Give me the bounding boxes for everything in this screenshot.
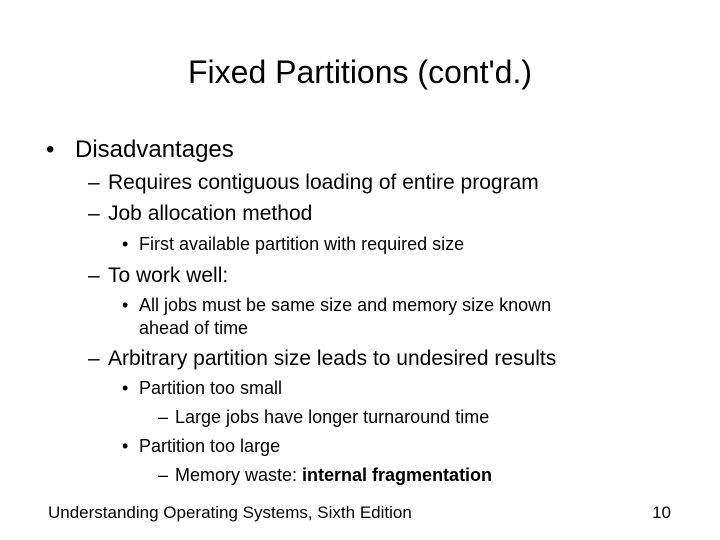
bullet-all-jobs: • [122,295,129,315]
page-number: 10 [652,503,671,522]
item-memory-waste [175,465,492,486]
dash-memory-waste: – [158,465,169,485]
bullet-first-available: • [122,234,129,254]
dash-large-jobs: – [158,407,169,427]
item-all-jobs-line2: ahead of time [139,318,249,338]
item-to-work-well: To work well: [108,264,229,287]
item-too-large: Partition too large [139,436,281,456]
bullet-disadvantages: • [46,136,55,163]
item-disadvantages: Disadvantages [75,136,234,163]
bullet-too-large: • [122,436,129,456]
item-first-available: First available partition with required size [139,234,465,254]
dash-contiguous: – [88,171,100,194]
item-large-jobs: Large jobs have longer turnaround time [175,407,490,427]
memory-waste-emphasis: internal fragmentation [302,465,493,485]
dash-job-allocation: – [88,202,100,225]
item-all-jobs-line1: All jobs must be same size and memory size known [139,295,552,315]
dash-arbitrary: – [88,347,100,370]
slide-title: Fixed Partitions (cont'd.) [187,54,532,90]
memory-waste-prefix: Memory waste: [175,465,303,485]
item-contiguous: Requires contiguous loading of entire program [108,171,539,194]
dash-to-work-well: – [88,264,100,287]
item-arbitrary: Arbitrary partition size leads to undesired results [108,347,557,370]
bullet-too-small: • [122,378,129,398]
footer-book-title: Understanding Operating Systems, Sixth Edition [48,503,412,522]
item-job-allocation: Job allocation method [108,202,313,225]
item-too-small: Partition too small [139,378,283,398]
